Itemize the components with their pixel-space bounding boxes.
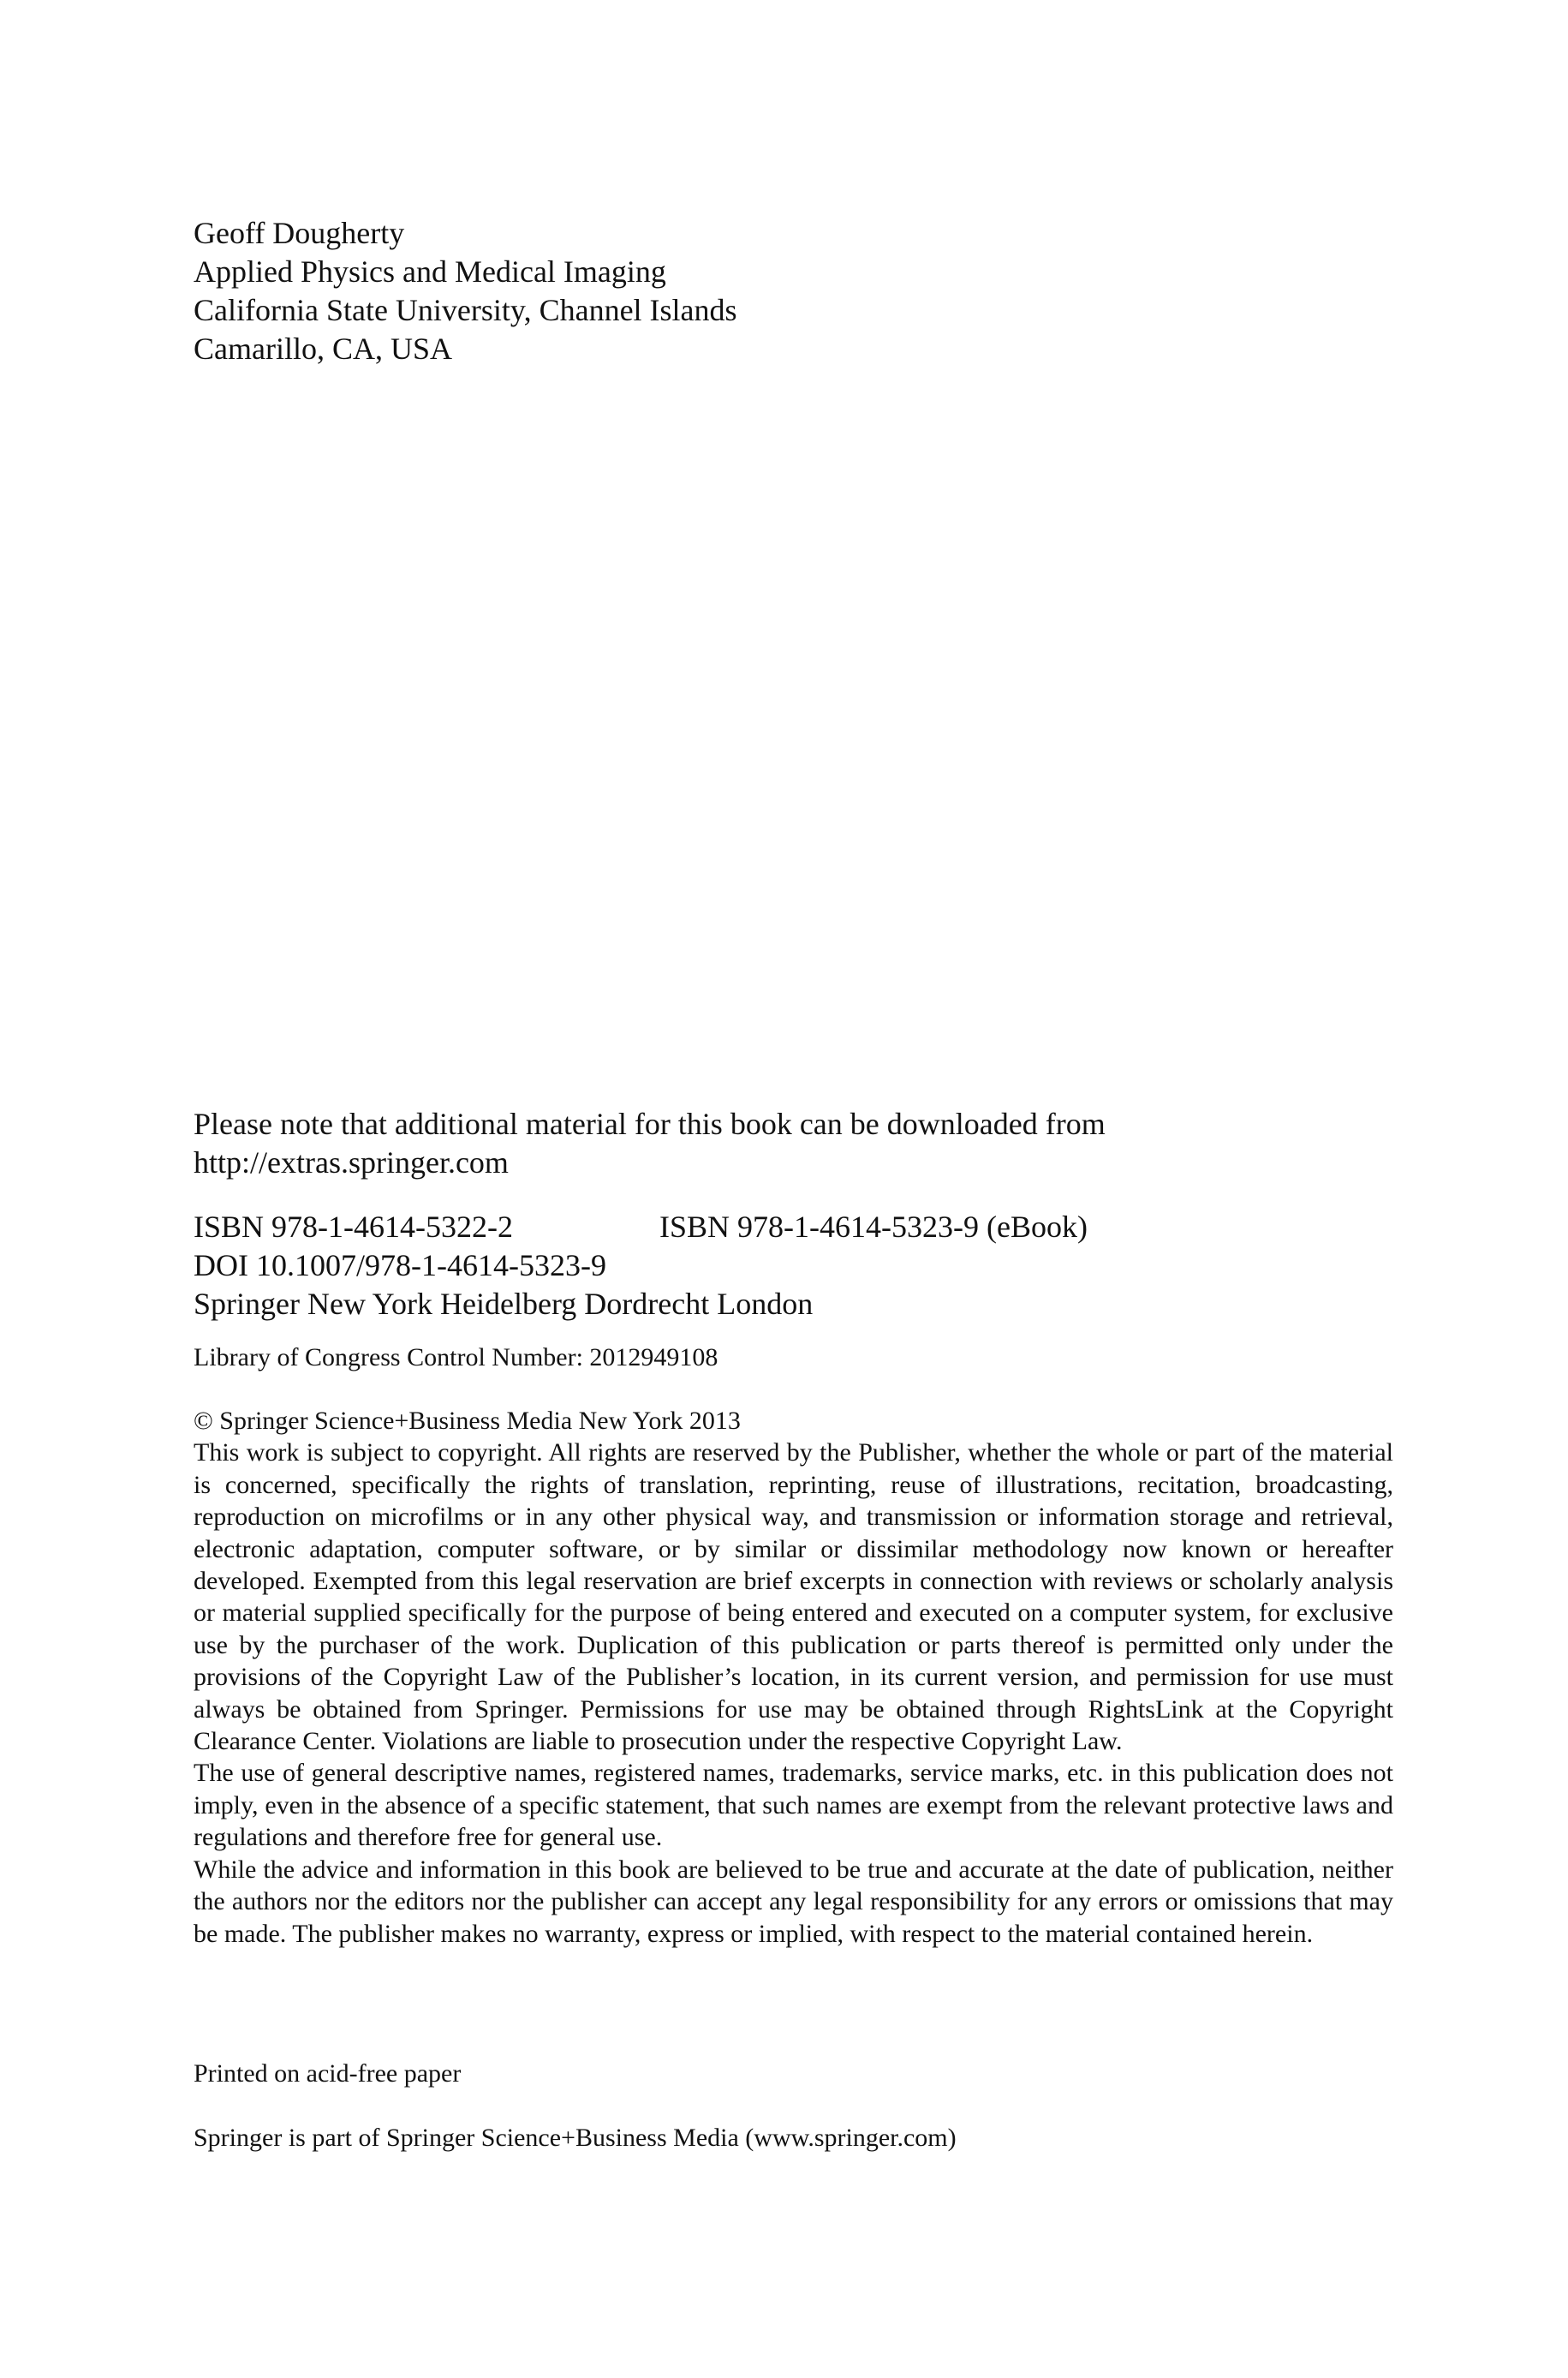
printed-note bbox=[194, 2058, 1392, 2089]
download-note bbox=[194, 1105, 1392, 1182]
lccn-text: Library of Congress Control Number: 2012949108 bbox=[194, 1343, 718, 1371]
copyright-paragraph: This work is subject to copyright. All rights are reserved by the Publisher, whether the whole or part of the material is concerned, specifically the rights of translation, reprinting, reuse of illustrations, recitation, broadcasting, reproduction on microfilms or in any other physical way, and transmission or information storage and retrieval, electronic adaptation, computer software, or by similar or dissimilar methodology now known or hereafter developed. Exempted from this legal reservation are brief excerpts in connection with reviews or scholarly analysis or material supplied specifically for the purpose of being entered and executed on a computer system, for exclusive use by the purchaser of the work. Duplication of this publication or parts thereof is permitted only under the provisions of the Copyright Law of the Publisher’s location, in its current version, and permission for use must always be obtained from Springer. Permissions for use may be obtained through RightsLink at the Copyright Clearance Center. Violations are liable to prosecution under the respective Copyright Law. bbox=[194, 1438, 1393, 1756]
author-institution: California State University, Channel Islands bbox=[194, 293, 737, 327]
author-affiliation bbox=[194, 214, 1392, 368]
publisher-locations: Springer New York Heidelberg Dordrecht London bbox=[194, 1287, 814, 1321]
publication-identifiers bbox=[194, 1208, 1392, 1323]
isbn-ebook: ISBN 978-1-4614-5323-9 (eBook) bbox=[659, 1210, 1088, 1244]
doi: DOI 10.1007/978-1-4614-5323-9 bbox=[194, 1248, 606, 1282]
isbn-row bbox=[194, 1208, 1392, 1246]
author-name: Geoff Dougherty bbox=[194, 216, 405, 250]
trademark-paragraph: The use of general descriptive names, registered names, trademarks, service marks, etc. in this publication does not imply, even in the absence of a specific statement, that such names are exempt from the relevant protective laws and regulations and therefore free for general use. bbox=[194, 1759, 1393, 1852]
copyright-block bbox=[194, 1405, 1393, 1950]
download-note-text: Please note that additional material for this book can be downloaded from bbox=[194, 1107, 1106, 1141]
isbn-print: ISBN 978-1-4614-5322-2 bbox=[194, 1210, 513, 1244]
springer-note-text: Springer is part of Springer Science+Business Media (www.springer.com) bbox=[194, 2124, 957, 2152]
lccn bbox=[194, 1341, 1392, 1373]
author-department: Applied Physics and Medical Imaging bbox=[194, 254, 666, 289]
springer-note bbox=[194, 2122, 1392, 2154]
printed-note-text: Printed on acid-free paper bbox=[194, 2059, 462, 2088]
disclaimer-paragraph: While the advice and information in this book are believed to be true and accurate at the date of publication, neither the authors nor the editors nor the publisher can accept any legal responsibility for any errors or omissions that may be made. The publisher makes no warranty, express or implied, with respect to the material contained herein. bbox=[194, 1855, 1393, 1948]
author-location: Camarillo, CA, USA bbox=[194, 332, 452, 366]
copyright-notice: © Springer Science+Business Media New York 2013 bbox=[194, 1407, 741, 1435]
download-url: http://extras.springer.com bbox=[194, 1145, 509, 1180]
